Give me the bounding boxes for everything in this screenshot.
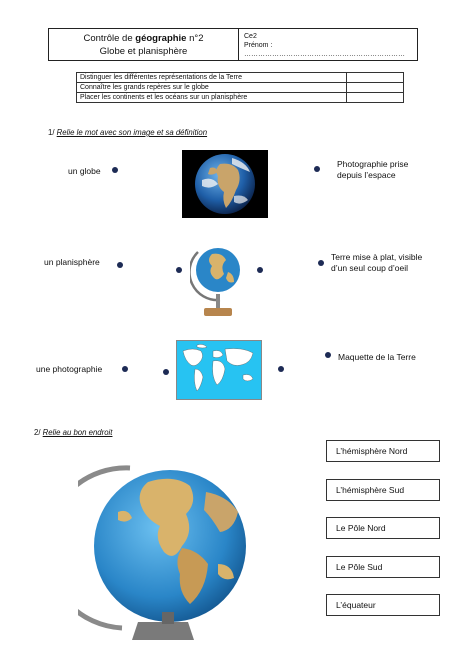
link-dot[interactable] (278, 366, 284, 372)
word-planisphere: un planisphère (44, 257, 100, 267)
link-dot[interactable] (325, 352, 331, 358)
skill-cell: Connaître les grands repères sur le globe (77, 83, 347, 93)
skill-cell: Distinguer les différentes représentations de la Terre (77, 73, 347, 83)
definition-planisphere: Terre mise à plat, visible d’un seul coup d’oeil (331, 252, 423, 273)
prenom-field[interactable]: Prénom : …………………………………………………………… (244, 42, 405, 58)
link-dot[interactable] (112, 167, 118, 173)
question-1: 1/ Relie le mot avec son image et sa définition (48, 128, 208, 137)
class-level: Ce2 (244, 33, 257, 40)
table-row (77, 93, 404, 103)
header-box (48, 28, 418, 61)
header-info-cell (240, 29, 417, 60)
word-globe: un globe (68, 166, 101, 176)
link-dot[interactable] (314, 166, 320, 172)
link-dot[interactable] (117, 262, 123, 268)
question-2: 2/ Relie au bon endroit (34, 428, 113, 437)
evaluation-cell[interactable] (347, 73, 404, 83)
desk-globe-image (190, 242, 244, 320)
label-box-hemisphere-nord[interactable]: L’hémisphère Nord (326, 440, 440, 462)
skills-table (76, 72, 404, 103)
page-title: Contrôle de géographie n°2 (83, 33, 204, 44)
link-dot[interactable] (122, 366, 128, 372)
label-box-equateur[interactable]: L’équateur (326, 594, 440, 616)
link-dot[interactable] (163, 369, 169, 375)
label-box-pole-nord[interactable]: Le Pôle Nord (326, 517, 440, 539)
link-dot[interactable] (176, 267, 182, 273)
definition-photo: Photographie prise depuis l’espace (337, 159, 409, 180)
label-box-hemisphere-sud[interactable]: L’hémisphère Sud (326, 479, 440, 501)
link-dot[interactable] (257, 267, 263, 273)
world-map-image (176, 340, 262, 400)
table-row (77, 73, 404, 83)
definition-globe: Maquette de la Terre (338, 352, 416, 362)
table-row (77, 83, 404, 93)
header-title-cell (49, 29, 239, 60)
label-box-pole-sud[interactable]: Le Pôle Sud (326, 556, 440, 578)
evaluation-cell[interactable] (347, 83, 404, 93)
large-globe-image (78, 452, 256, 652)
page-subtitle: Globe et planisphère (99, 46, 188, 57)
earth-photo-image (182, 150, 268, 218)
word-photographie: une photographie (36, 364, 103, 374)
evaluation-cell[interactable] (347, 93, 404, 103)
link-dot[interactable] (318, 260, 324, 266)
skill-cell: Placer les continents et les océans sur un planisphère (77, 93, 347, 103)
